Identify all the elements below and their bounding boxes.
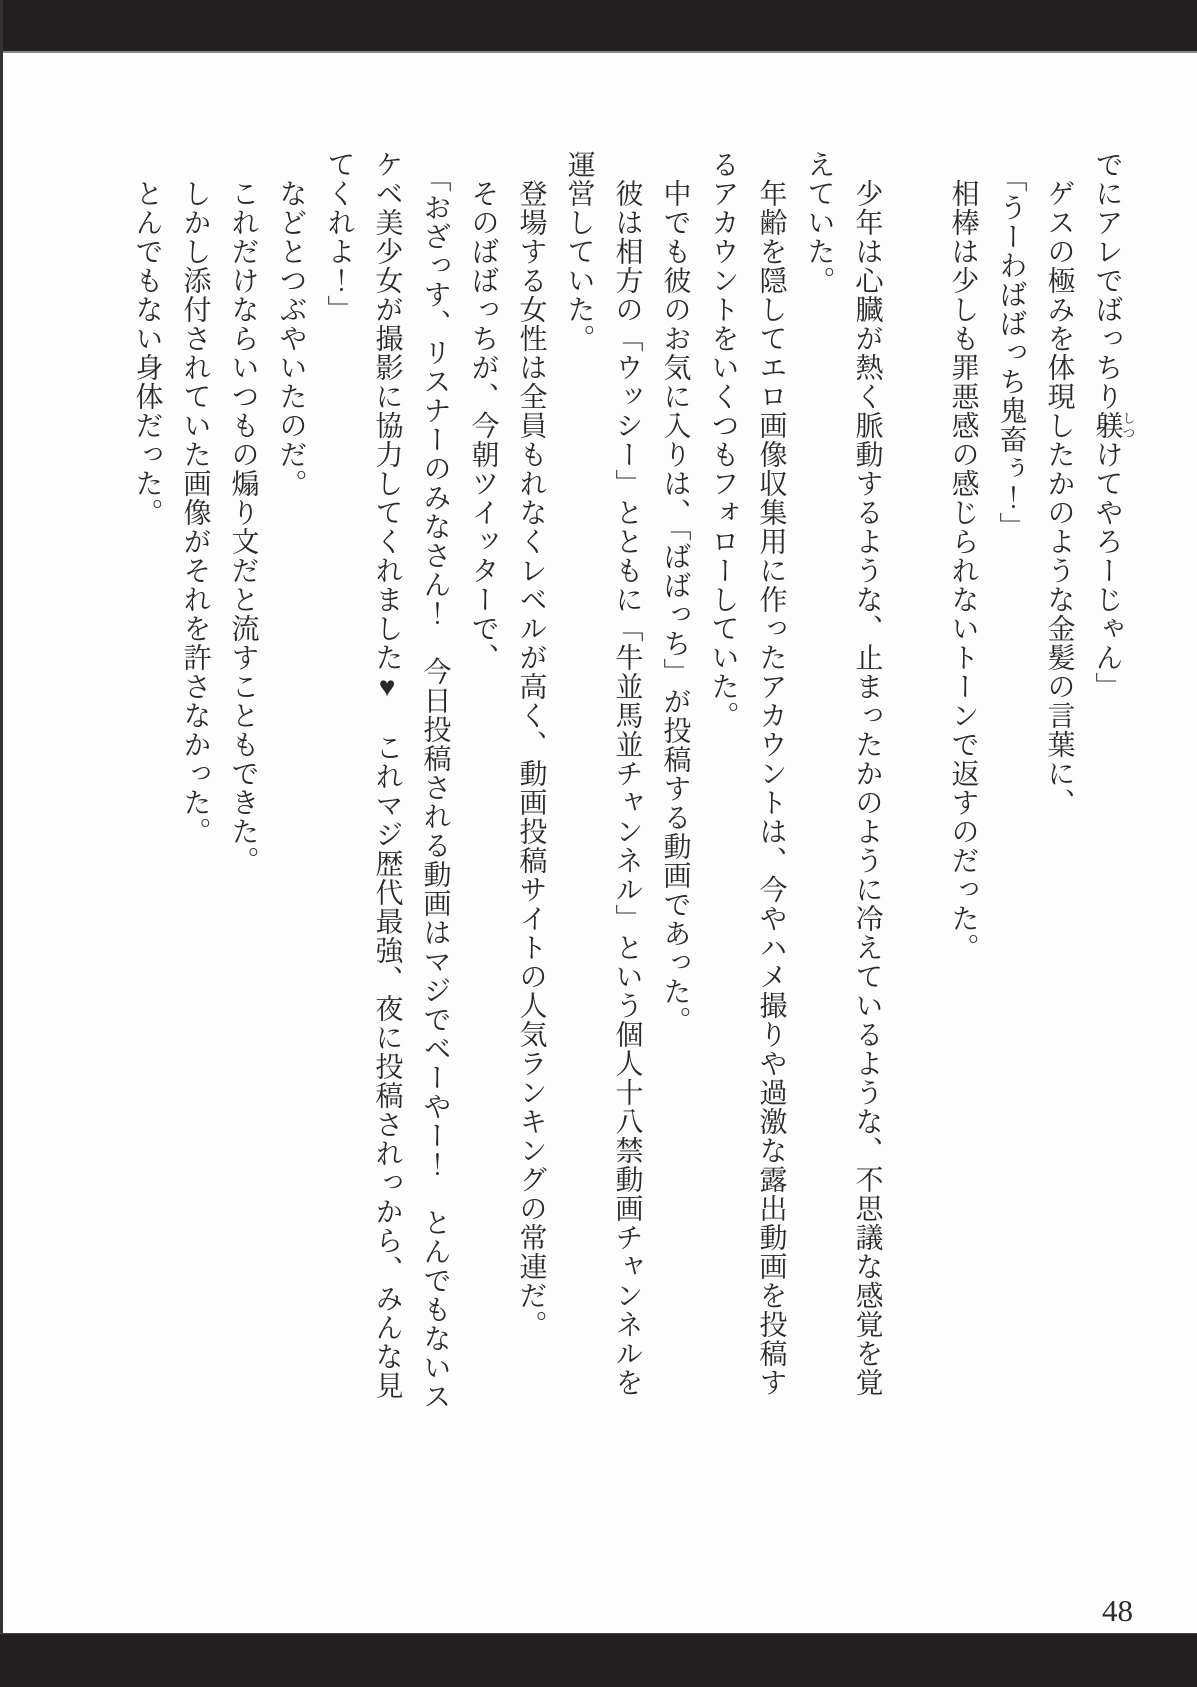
text-run: けてやろーじゃん」 — [1091, 440, 1123, 701]
text-column: 運営していた。 — [563, 150, 595, 353]
text-column: 相棒は少しも罪悪感の感じられないトーンで返すのだった。 — [947, 150, 979, 962]
ruby-annotated-text — [1091, 411, 1136, 440]
text-column: 登場する女性は全員もれなくレベルが高く、動画投稿サイトの人気ランキングの常連だ。 — [515, 150, 547, 1339]
text-column: 彼は相方の「ウッシー」とともに「牛並馬並チャンネル」という個人十八禁動画チャンネルを — [611, 150, 643, 1397]
text-column: ケベ美少女が撮影に協力してくれました♥ これマジ歴代最強、夜に投稿されっから、みんな見 — [371, 150, 403, 1400]
blank-line — [891, 150, 939, 1510]
top-black-bar — [0, 0, 1197, 53]
text-column: とんでもない身体だった。 — [131, 150, 163, 527]
text-column: などとつぶやいたのだ。 — [275, 150, 307, 498]
text-column: そのばばっちが、今朝ツイッターで、 — [467, 150, 499, 672]
text-run: でにアレでばっちり — [1091, 150, 1123, 411]
text-column: るアカウントをいくつもフォローしていた。 — [707, 150, 739, 730]
text-column: えていた。 — [803, 150, 835, 295]
text-column: ゲスの極みを体現したかのような金髪の言葉に、 — [1043, 150, 1075, 817]
bottom-black-bar — [0, 1633, 1197, 1687]
text-column: てくれよ！」 — [323, 150, 355, 324]
page-number: 48 — [1102, 1593, 1133, 1628]
text-column-dialogue: 「おざっす、リスナーのみなさん！ 今日投稿される動画はマジでベーやー！ とんでもないス — [419, 164, 451, 1411]
text-column: 中でも彼のお気に入りは、「ばばっち」が投稿する動画であった。 — [659, 150, 691, 1035]
furigana: しつ — [1120, 411, 1136, 440]
text-column: 年齢を隠してエロ画像収集用に作ったアカウントは、今やハメ撮りや過激な露出動画を投稿す — [755, 150, 787, 1397]
text-column: これだけならいつもの煽り文だと流すこともできた。 — [227, 150, 259, 875]
ruby-base: 躾 — [1091, 411, 1123, 440]
text-column: しかし添付されていた画像がそれを許さなかった。 — [179, 150, 211, 846]
text-column — [1083, 150, 1136, 1510]
text-column: 少年は心臓が熱く脈動するような、止まったかのように冷えているような、不思議な感覚を覚 — [851, 150, 883, 1397]
left-page-edge — [0, 0, 3, 1687]
text-column-dialogue: 「うーわばばっち鬼畜ぅ！」 — [995, 164, 1027, 541]
page-text — [123, 150, 1136, 1510]
